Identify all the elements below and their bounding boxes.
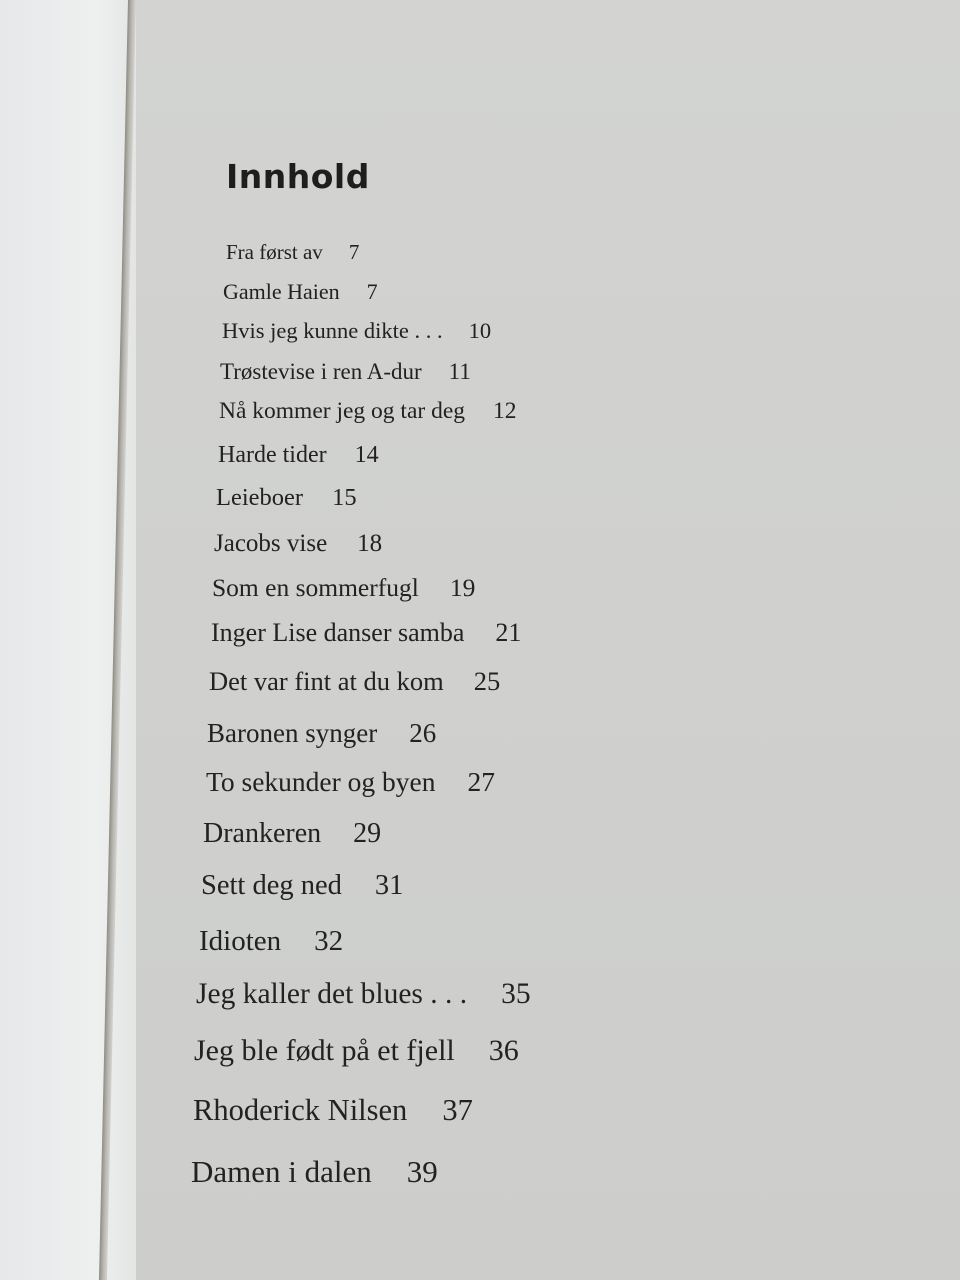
toc-entry	[226, 242, 359, 263]
toc-entry-title: Gamle Haien	[223, 279, 340, 304]
toc-entry-title: Nå kommer jeg og tar deg	[219, 398, 466, 424]
toc-entry-page: 21	[495, 618, 522, 647]
toc-entry-page: 25	[473, 666, 501, 696]
toc-entry	[222, 320, 491, 343]
toc-entry-page: 36	[488, 1034, 519, 1067]
toc-entry-page: 12	[493, 398, 517, 424]
toc-entry	[212, 575, 475, 601]
toc-entry	[191, 1156, 438, 1187]
toc-entry	[193, 1095, 473, 1126]
toc-entry-page: 10	[468, 318, 492, 343]
toc-entry	[207, 720, 436, 747]
toc-entry	[216, 486, 357, 511]
toc-entry-page: 11	[448, 359, 471, 384]
toc-entry-page: 27	[467, 766, 495, 797]
toc-entry-title: To sekunder og byen	[206, 766, 436, 797]
toc-entry-page: 19	[449, 573, 476, 602]
toc-entry-page: 39	[406, 1154, 438, 1189]
toc-heading: Innhold	[226, 157, 370, 196]
toc-entry	[214, 531, 382, 556]
toc-entry	[220, 360, 471, 383]
toc-entry-title: Jacobs vise	[214, 530, 328, 557]
toc-entry	[211, 620, 521, 646]
toc-entry-title: Jeg kaller det blues . . .	[196, 978, 468, 1010]
toc-entry	[199, 927, 343, 956]
toc-entry-title: Fra først av	[226, 240, 323, 264]
toc-entry-page: 26	[409, 718, 437, 748]
toc-entry-page: 32	[314, 925, 344, 957]
toc-entry-title: Leieboer	[216, 484, 304, 511]
toc-entry-page: 7	[366, 279, 378, 304]
toc-entry	[201, 872, 403, 901]
toc-entry-title: Inger Lise danser samba	[211, 618, 465, 647]
toc-entry-title: Baronen synger	[207, 718, 378, 748]
toc-entry-title: Harde tider	[218, 442, 327, 468]
toc-entry	[194, 1036, 519, 1066]
toc-entry-page: 31	[374, 870, 404, 901]
toc-entry	[196, 980, 531, 1010]
toc-entry-title: Trøstevise i ren A-dur	[220, 359, 422, 384]
toc-entry-title: Det var fint at du kom	[209, 666, 444, 696]
toc-entry-page: 15	[332, 484, 357, 511]
toc-entry-title: Drankeren	[203, 818, 322, 849]
toc-entry	[203, 820, 381, 848]
toc-entry-page: 37	[442, 1093, 473, 1127]
toc-entry-title: Sett deg ned	[201, 870, 342, 901]
toc-entry-title: Rhoderick Nilsen	[193, 1093, 408, 1127]
toc-entry	[206, 768, 495, 796]
toc-entry-page: 14	[354, 442, 379, 468]
toc-entry-page: 18	[357, 530, 383, 557]
toc-entry	[219, 400, 517, 424]
toc-entry-title: Damen i dalen	[191, 1154, 372, 1189]
toc-entry-page: 35	[501, 978, 531, 1010]
toc-entry	[209, 668, 500, 695]
toc-entry-page: 7	[348, 240, 360, 264]
toc-entry-title: Idioten	[199, 925, 282, 957]
toc-entry-title: Jeg ble født på et fjell	[194, 1034, 455, 1067]
toc-entry-title: Som en sommerfugl	[212, 573, 419, 602]
toc-entry	[218, 443, 379, 467]
toc-entry-page: 29	[353, 818, 382, 849]
toc-entry	[223, 281, 378, 303]
toc-entry-title: Hvis jeg kunne dikte . . .	[222, 318, 443, 343]
